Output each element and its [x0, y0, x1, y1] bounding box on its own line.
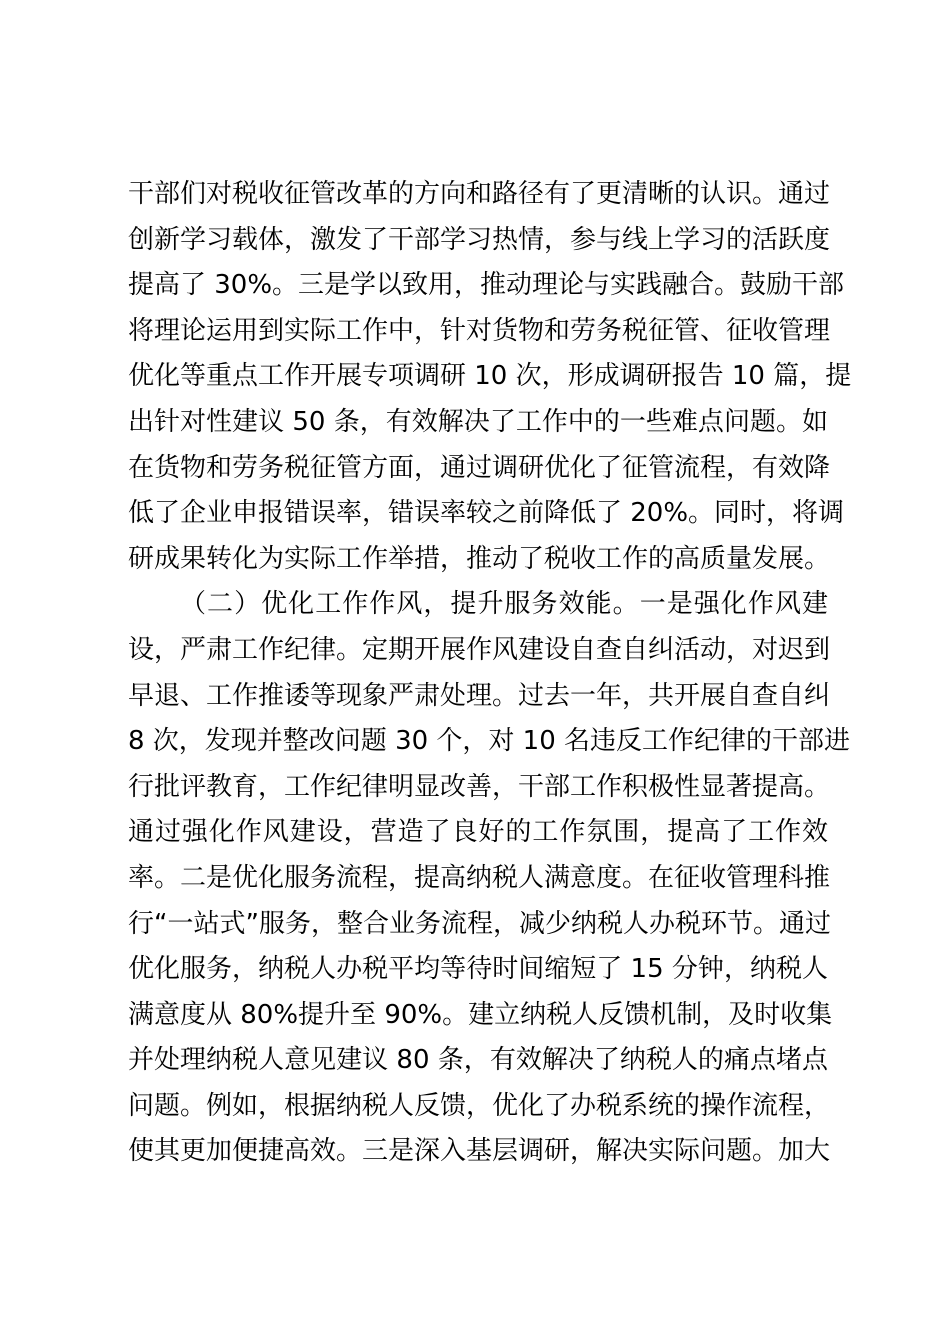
text-line: 通过强化作风建设，营造了良好的工作氛围，提高了工作效	[128, 817, 828, 848]
text-line: 行“一站式”服务，整合业务流程，减少纳税人办税环节。通过	[128, 908, 831, 939]
text-line: 满意度从 80%提升至 90%。建立纳税人反馈机制，及时收集	[128, 999, 833, 1030]
text-line: 在货物和劳务税征管方面，通过调研优化了征管流程，有效降	[128, 452, 831, 483]
text-line: 优化等重点工作开展专项调研 10 次，形成调研报告 10 篇，提	[128, 361, 852, 392]
text-line: 提高了 30%。三是学以致用，推动理论与实践融合。鼓励干部	[128, 270, 845, 301]
text-line: 行批评教育，工作纪律明显改善，干部工作积极性显著提高。	[128, 771, 831, 802]
text-line: 设，严肃工作纪律。定期开展作风建设自查自纠活动，对迟到	[128, 634, 831, 665]
text-line: 早退、工作推诿等现象严肃处理。过去一年，共开展自查自纠	[128, 680, 831, 711]
text-line: 干部们对税收征管改革的方向和路径有了更清晰的认识。通过	[128, 179, 831, 209]
text-line: 将理论运用到实际工作中，针对货物和劳务税征管、征收管理	[128, 315, 831, 346]
text-line: 问题。例如，根据纳税人反馈，优化了办税系统的操作流程，	[128, 1090, 831, 1121]
text-line: 8 次，发现并整改问题 30 个，对 10 名违反工作纪律的干部进	[128, 726, 851, 757]
text-line: 出针对性建议 50 条，有效解决了工作中的一些难点问题。如	[128, 406, 828, 437]
text-line: 低了企业申报错误率，错误率较之前降低了 20%。同时，将调	[128, 498, 845, 529]
body-text	[128, 172, 852, 1175]
text-line: 研成果转化为实际工作举措，推动了税收工作的高质量发展。	[128, 543, 831, 574]
text-line: 使其更加便捷高效。三是深入基层调研，解决实际问题。加大	[128, 1136, 831, 1167]
section-heading-line: （二）优化工作作风，提升服务效能。一是强化作风建	[180, 589, 828, 620]
text-line: 并处理纳税人意见建议 80 条，有效解决了纳税人的痛点堵点	[128, 1045, 828, 1076]
text-line: 优化服务，纳税人办税平均等待时间缩短了 15 分钟，纳税人	[128, 954, 828, 985]
text-line: 创新学习载体，激发了干部学习热情，参与线上学习的活跃度	[128, 224, 831, 255]
text-line: 率。二是优化服务流程，提高纳税人满意度。在征收管理科推	[128, 862, 831, 893]
